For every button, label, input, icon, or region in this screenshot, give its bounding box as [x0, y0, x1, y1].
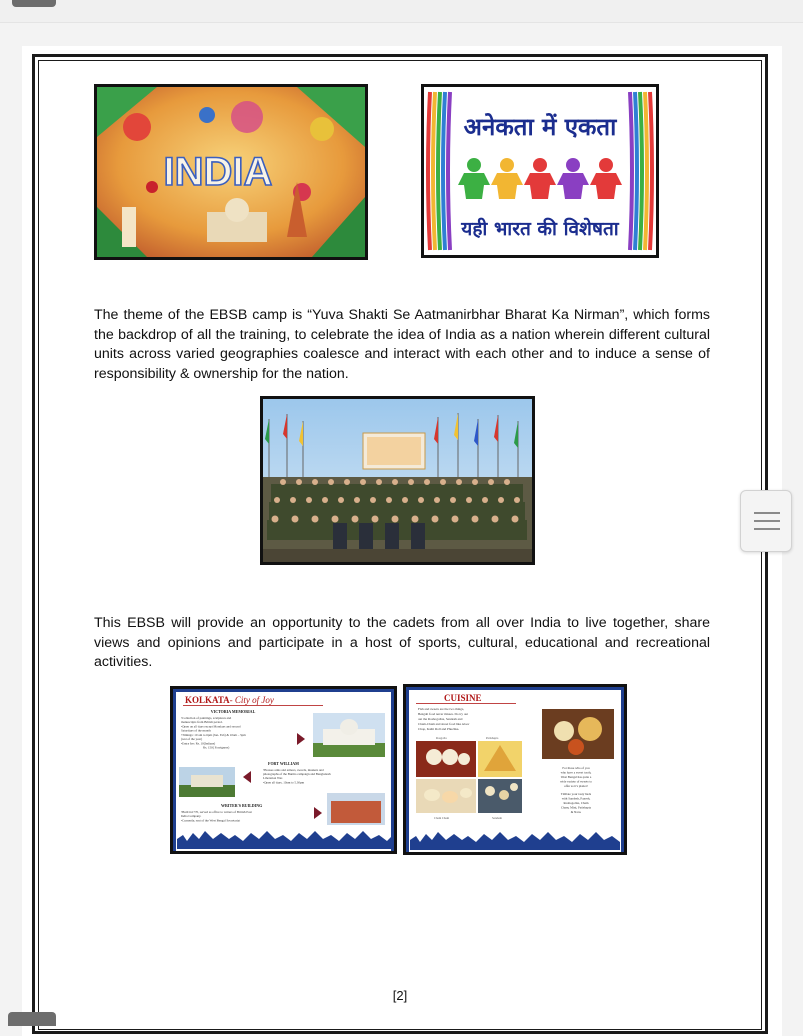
kolkata-s3-line: •Built in1770, served as office to writers of British East — [181, 810, 252, 814]
cuisine-intro-line: Bengali food never misses. Do try out — [418, 712, 469, 716]
cuisine-intro-line: Chop, Kathi Roll and Phuchka. — [418, 727, 460, 731]
page-number: [2] — [392, 988, 408, 1003]
cuisine-side1-line: For those who of you — [562, 766, 590, 770]
cuisine-intro-line: Cham-Cham and street food like Aloor — [418, 722, 470, 726]
cuisine-slide-image — [403, 684, 627, 855]
kolkata-s1-line: •Collection of paintings, sculptures and — [181, 716, 232, 720]
cuisine-side1-line: offer as it's platter! — [564, 784, 588, 788]
kolkata-s3-line: India Company. — [181, 814, 202, 818]
unity-poster-line1: अनेकता में एकता — [463, 113, 617, 141]
group-photo-image — [260, 396, 535, 565]
cuisine-side2-line: Cham, Mini, Patishapta — [560, 805, 592, 810]
kolkata-s1-line: •Open on all days except Mondays and second — [181, 724, 241, 729]
cuisine-side1-line: West Bengal has quite a — [560, 775, 592, 779]
svg-text:KOLKATA- City of Joy — [185, 695, 274, 705]
kolkata-section-1-heading: VICTORIA MEMORIAL — [210, 709, 256, 714]
cuisine-caption: Cham Cham — [434, 816, 450, 820]
cuisine-side2-line: Roshogollas, Cham — [563, 801, 589, 805]
cuisine-side2-line: with Sandesh, Payesh, — [561, 796, 591, 801]
kolkata-slide-subtitle: - City of Joy — [229, 695, 274, 705]
cuisine-intro-line: out the Roshogollas, Sandesh and — [418, 717, 463, 721]
cuisine-side2-line: & Naru. — [570, 810, 582, 814]
kolkata-s2-line: photographs of the Burma campaign and Bangladesh — [263, 772, 331, 776]
cuisine-slide-title: CUISINE — [444, 693, 482, 703]
cuisine-caption: Patishapta — [486, 736, 499, 740]
kolkata-s1-line: Rs. 150( Foreigners) — [203, 745, 230, 750]
kolkata-s1-line: •Entry fee: Rs. 10(Indians) — [181, 741, 216, 746]
opportunity-paragraph: This EBSB will provide an opportunity to the cadets from all over India to live together, share views and opinions and participate in a host of sports, cultural, educational and recreational activities. — [94, 615, 710, 670]
viewer-tab-handle[interactable] — [12, 0, 56, 7]
kolkata-section-3-heading: WRITER'S BUILDING — [221, 803, 263, 808]
india-poster-image — [94, 84, 368, 260]
unity-poster-line2: यही भारत की विशेषता — [461, 218, 619, 240]
kolkata-s2-line: Liberation War. — [263, 776, 283, 780]
kolkata-section-2-heading: FORT WILLIAM — [268, 761, 299, 766]
kolkata-s2-line: •Open all days, 10am to 5.30pm — [263, 780, 305, 785]
kolkata-s1-line: •Timings: 10 am to 6pm (Jan- Feb) & 10am – 5pm — [181, 733, 246, 737]
cuisine-caption: Rosgolla — [436, 736, 447, 740]
cuisine-side2-line: Titillate your tasty buds — [560, 792, 592, 796]
viewer-top-bar — [0, 0, 803, 23]
cuisine-side1-line: who have a sweet tooth, — [560, 770, 592, 775]
kolkata-s1-line: Saturdays of the month — [181, 728, 211, 733]
kolkata-s1-line: (rest of the year) — [181, 737, 203, 741]
menu-line-icon — [754, 528, 780, 530]
side-menu-button[interactable] — [740, 490, 792, 552]
cuisine-intro-line: Fish and sweets are the two things, — [418, 707, 465, 711]
india-poster-title: INDIA — [163, 150, 273, 194]
menu-line-icon — [754, 520, 780, 522]
theme-paragraph: The theme of the EBSB camp is “Yuva Shakti Se Aatmanirbhar Bharat Ka Nirman”, which forms the backdrop of all the training, to celebrate the idea of India as a nation wherein different cultural units across varied geographies coalesce and interact with each other and to induce a sense of responsibility & ownership for the nation. — [94, 307, 710, 382]
cuisine-side1-line: wide variety of sweets to — [560, 779, 592, 784]
menu-line-icon — [754, 512, 780, 514]
kolkata-slide-title: KOLKATA — [185, 695, 230, 705]
cuisine-caption: Sandesh — [492, 816, 502, 820]
kolkata-s2-line: •Houses arms and armors, swords, muskets and — [263, 768, 324, 772]
unity-poster-image — [421, 84, 659, 258]
kolkata-slide-image — [170, 686, 397, 854]
kolkata-s1-line: manuscripts from British period. — [181, 720, 223, 724]
kolkata-s3-line: •Currently, seat of the West Bengal Secretariat — [181, 818, 241, 823]
